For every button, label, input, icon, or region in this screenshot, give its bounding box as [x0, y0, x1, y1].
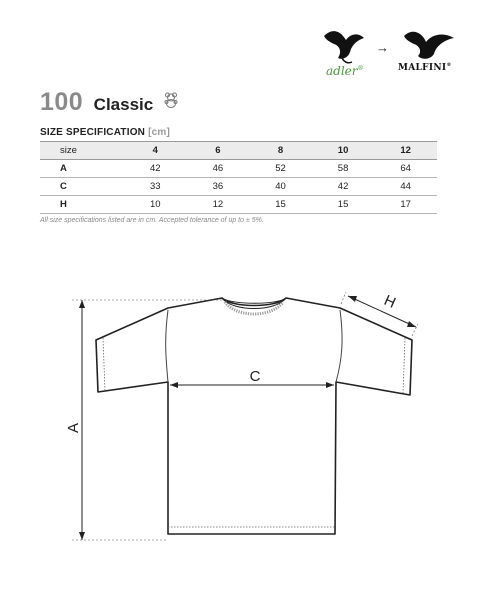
malfini-bird-logo — [396, 26, 466, 66]
table-header-row — [40, 142, 437, 160]
table-cell: C — [40, 178, 124, 196]
tshirt-diagram — [0, 280, 490, 600]
malfini-logo-text: MALFINI® — [398, 62, 452, 73]
table-cell: A — [40, 160, 124, 178]
table-cell: H — [40, 196, 124, 214]
brand-logos — [318, 24, 468, 84]
teddy-bear-icon — [164, 92, 178, 108]
table-cell: 52 — [249, 160, 312, 178]
table-cell: 10 — [124, 196, 187, 214]
table-cell: 46 — [187, 160, 250, 178]
product-title — [40, 88, 178, 117]
table-cell: 64 — [374, 160, 437, 178]
table-cell: 17 — [374, 196, 437, 214]
table-cell: 12 — [187, 196, 250, 214]
table-row — [40, 196, 437, 214]
size-spec-unit: [cm] — [148, 127, 170, 138]
table-cell: 15 — [249, 196, 312, 214]
table-cell: 36 — [187, 178, 250, 196]
arrow-icon: → — [376, 40, 389, 55]
table-header-cell: size — [40, 142, 124, 160]
table-row — [40, 178, 437, 196]
table-cell: 33 — [124, 178, 187, 196]
table-header-cell: 10 — [312, 142, 375, 160]
table-cell: 40 — [249, 178, 312, 196]
table-header-cell: 12 — [374, 142, 437, 160]
adler-logo-text: adler® — [326, 64, 364, 78]
table-cell: 58 — [312, 160, 375, 178]
table-header-cell: 6 — [187, 142, 250, 160]
table-cell: 42 — [312, 178, 375, 196]
product-name: Classic — [93, 95, 154, 114]
table-cell: 15 — [312, 196, 375, 214]
dimension-a-label: A — [65, 422, 82, 434]
table-cell: 44 — [374, 178, 437, 196]
table-header-cell: 4 — [124, 142, 187, 160]
size-spec-heading: SIZE SPECIFICATION [cm] — [40, 127, 170, 138]
tolerance-note: All size specifications listed are in cm. Accepted tolerance of up to ± 5%. — [40, 217, 264, 224]
table-cell: 42 — [124, 160, 187, 178]
size-table — [40, 141, 437, 214]
tshirt-outline — [96, 298, 412, 534]
table-row — [40, 160, 437, 178]
table-header-cell: 8 — [249, 142, 312, 160]
product-number: 100 — [40, 88, 84, 116]
dimension-h-label: H — [381, 291, 399, 312]
dimension-c-label: C — [249, 368, 261, 385]
